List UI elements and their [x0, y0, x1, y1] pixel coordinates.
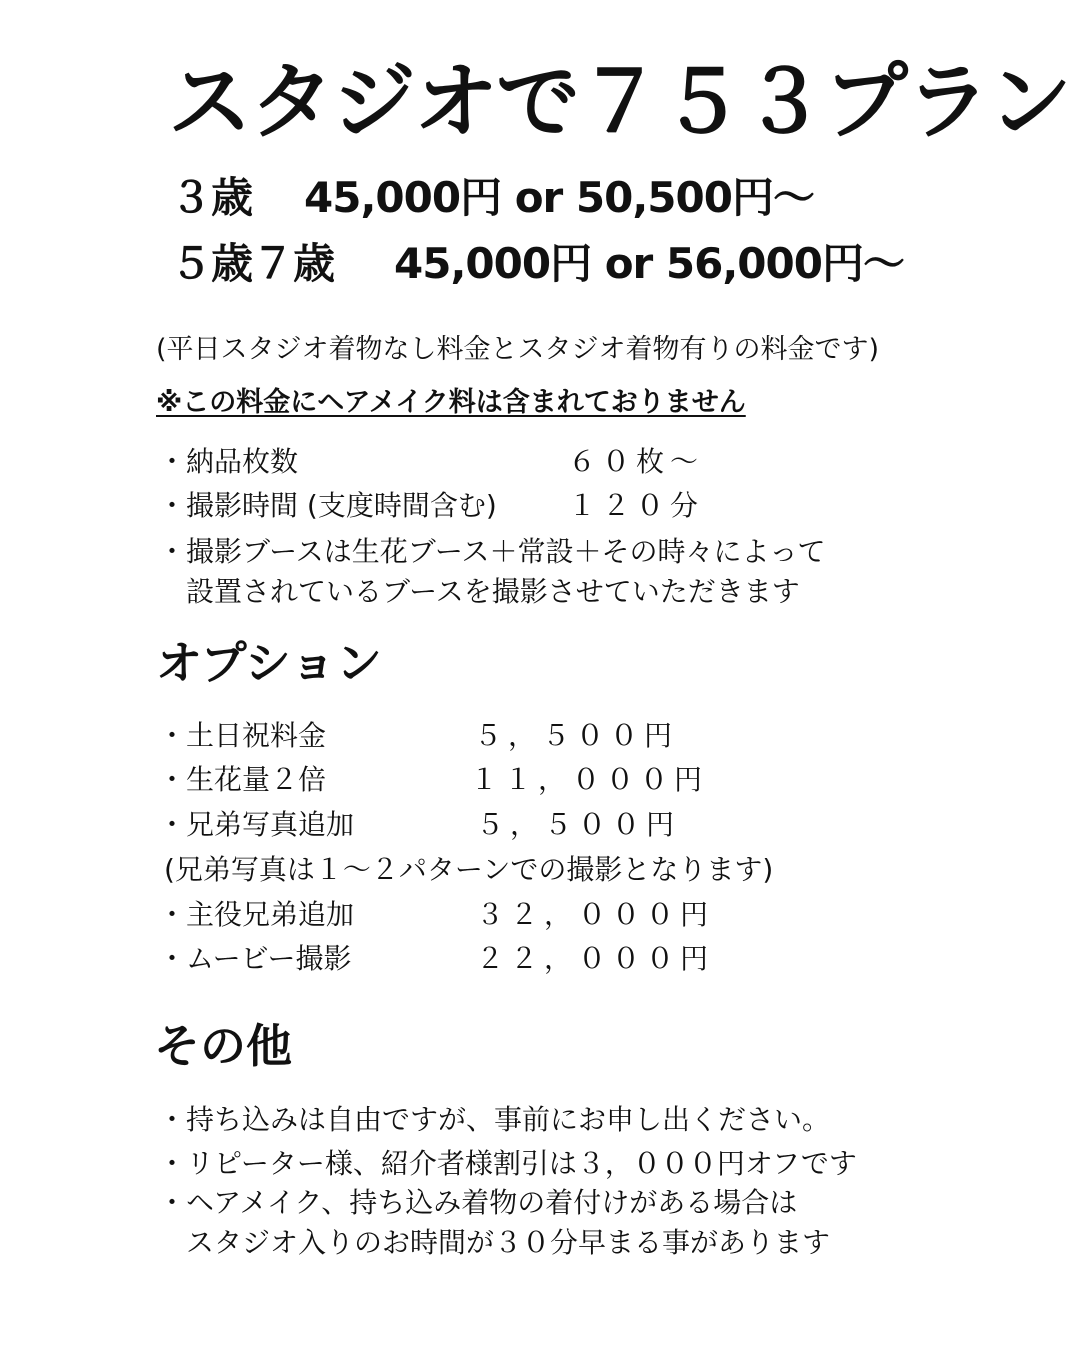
other-line: ・リピーター様、紹介者様割引は３，０００円オフです [158, 1147, 857, 1180]
page-title: スタジオで７５３プラン [168, 53, 1071, 151]
price-line-5-7yo [170, 238, 904, 290]
booth-note-line: ・撮影ブースは生花ブース＋常設＋その時々によって [158, 535, 826, 568]
option-price: ３２，０００円 [476, 898, 715, 931]
option-price: ５，５００円 [474, 719, 679, 752]
option-label: ・ムービー撮影 [158, 942, 352, 975]
option-label: ・生花量２倍 [158, 763, 327, 796]
price-note: (平日スタジオ着物なし料金とスタジオ着物有りの料金です) [156, 334, 880, 365]
option-price: １１，０００円 [470, 763, 709, 796]
booth-note-line: 設置されているブースを撮影させていただきます [158, 575, 800, 608]
detail-value: ６０枚〜 [568, 445, 705, 478]
detail-label: ・納品枚数 [158, 445, 299, 478]
detail-label: ・撮影時間 (支度時間含む) [158, 489, 497, 522]
option-price: ２２，０００円 [476, 942, 715, 975]
hair-makeup-warning: ※この料金にヘアメイク料は含まれておりません [156, 387, 746, 418]
other-line: ・持ち込みは自由ですが、事前にお申し出ください。 [158, 1103, 831, 1136]
option-price: ５，５００円 [476, 808, 681, 841]
options-heading: オプション [156, 636, 382, 690]
other-line: ・ヘアメイク、持ち込み着物の着付けがある場合は [158, 1186, 798, 1219]
booth-note [158, 532, 826, 612]
price-line-3yo [170, 172, 814, 224]
price-age: ５歳７歳 [170, 239, 335, 288]
option-label: ・土日祝料金 [158, 719, 327, 752]
option-label: ・兄弟写真追加 [158, 808, 355, 841]
detail-value: １２０分 [568, 489, 705, 522]
option-label: ・主役兄弟追加 [158, 898, 355, 931]
other-heading: その他 [154, 1019, 292, 1073]
other-line: スタジオ入りのお時間が３０分早まる事があります [158, 1226, 831, 1259]
price-age: ３歳 [170, 173, 253, 222]
price-amount: 45,000円 or 50,500円〜 [304, 173, 814, 222]
sibling-note: (兄弟写真は１〜２パターンでの撮影となります) [164, 853, 774, 886]
price-amount: 45,000円 or 56,000円〜 [394, 239, 904, 288]
